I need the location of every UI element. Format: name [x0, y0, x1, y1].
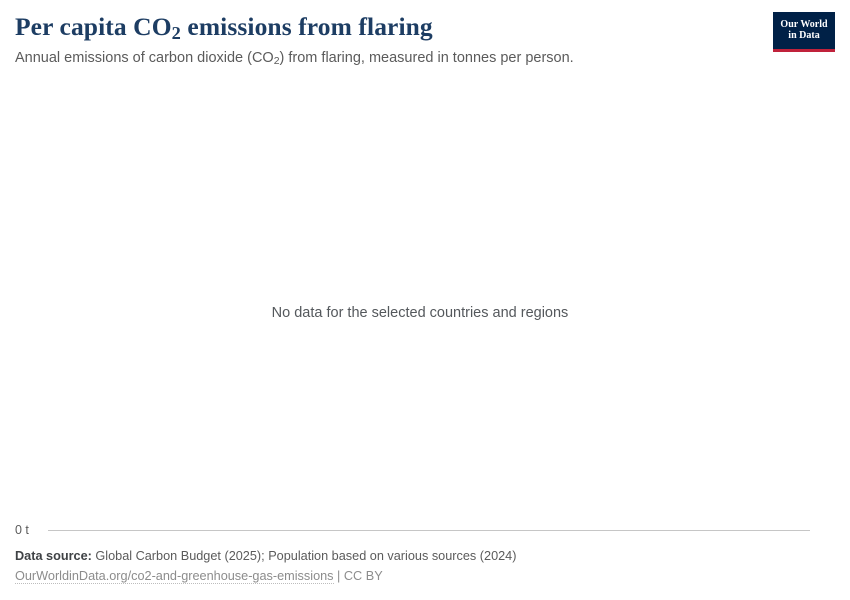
chart-subtitle-subscript: 2 — [273, 56, 280, 68]
license-note — [15, 568, 825, 584]
chart-header — [15, 12, 775, 69]
chart-title-suffix: emissions from flaring — [180, 12, 433, 41]
chart-title-subscript: 2 — [171, 23, 181, 44]
y-axis-tick-zero: 0 t — [15, 523, 29, 537]
chart-subtitle-suffix: ) from flaring, measured in tonnes per person. — [279, 50, 574, 67]
chart-footer — [15, 548, 825, 584]
owid-logo[interactable] — [773, 12, 835, 52]
owid-logo-line-1: Our World — [780, 18, 828, 30]
y-axis — [15, 523, 825, 539]
chart-subtitle — [15, 49, 775, 69]
license-separator: | — [333, 569, 344, 583]
chart-plot-area — [15, 88, 825, 538]
data-source — [15, 548, 825, 564]
data-source-label: Data source: — [15, 549, 92, 563]
owid-logo-line-2: in Data — [788, 30, 820, 41]
license-text: CC BY — [343, 569, 383, 583]
y-axis-zero-line — [48, 530, 810, 531]
data-source-text: Global Carbon Budget (2025); Population based on various sources (2024) — [95, 549, 517, 563]
owid-url-link[interactable]: OurWorldinData.org/co2-and-greenhouse-gas-emissions — [15, 569, 334, 583]
chart-subtitle-prefix: Annual emissions of carbon dioxide (CO — [15, 50, 274, 67]
no-data-message: No data for the selected countries and regions — [271, 305, 569, 321]
chart-title-prefix: Per capita CO — [15, 12, 172, 41]
page-title — [15, 12, 775, 42]
